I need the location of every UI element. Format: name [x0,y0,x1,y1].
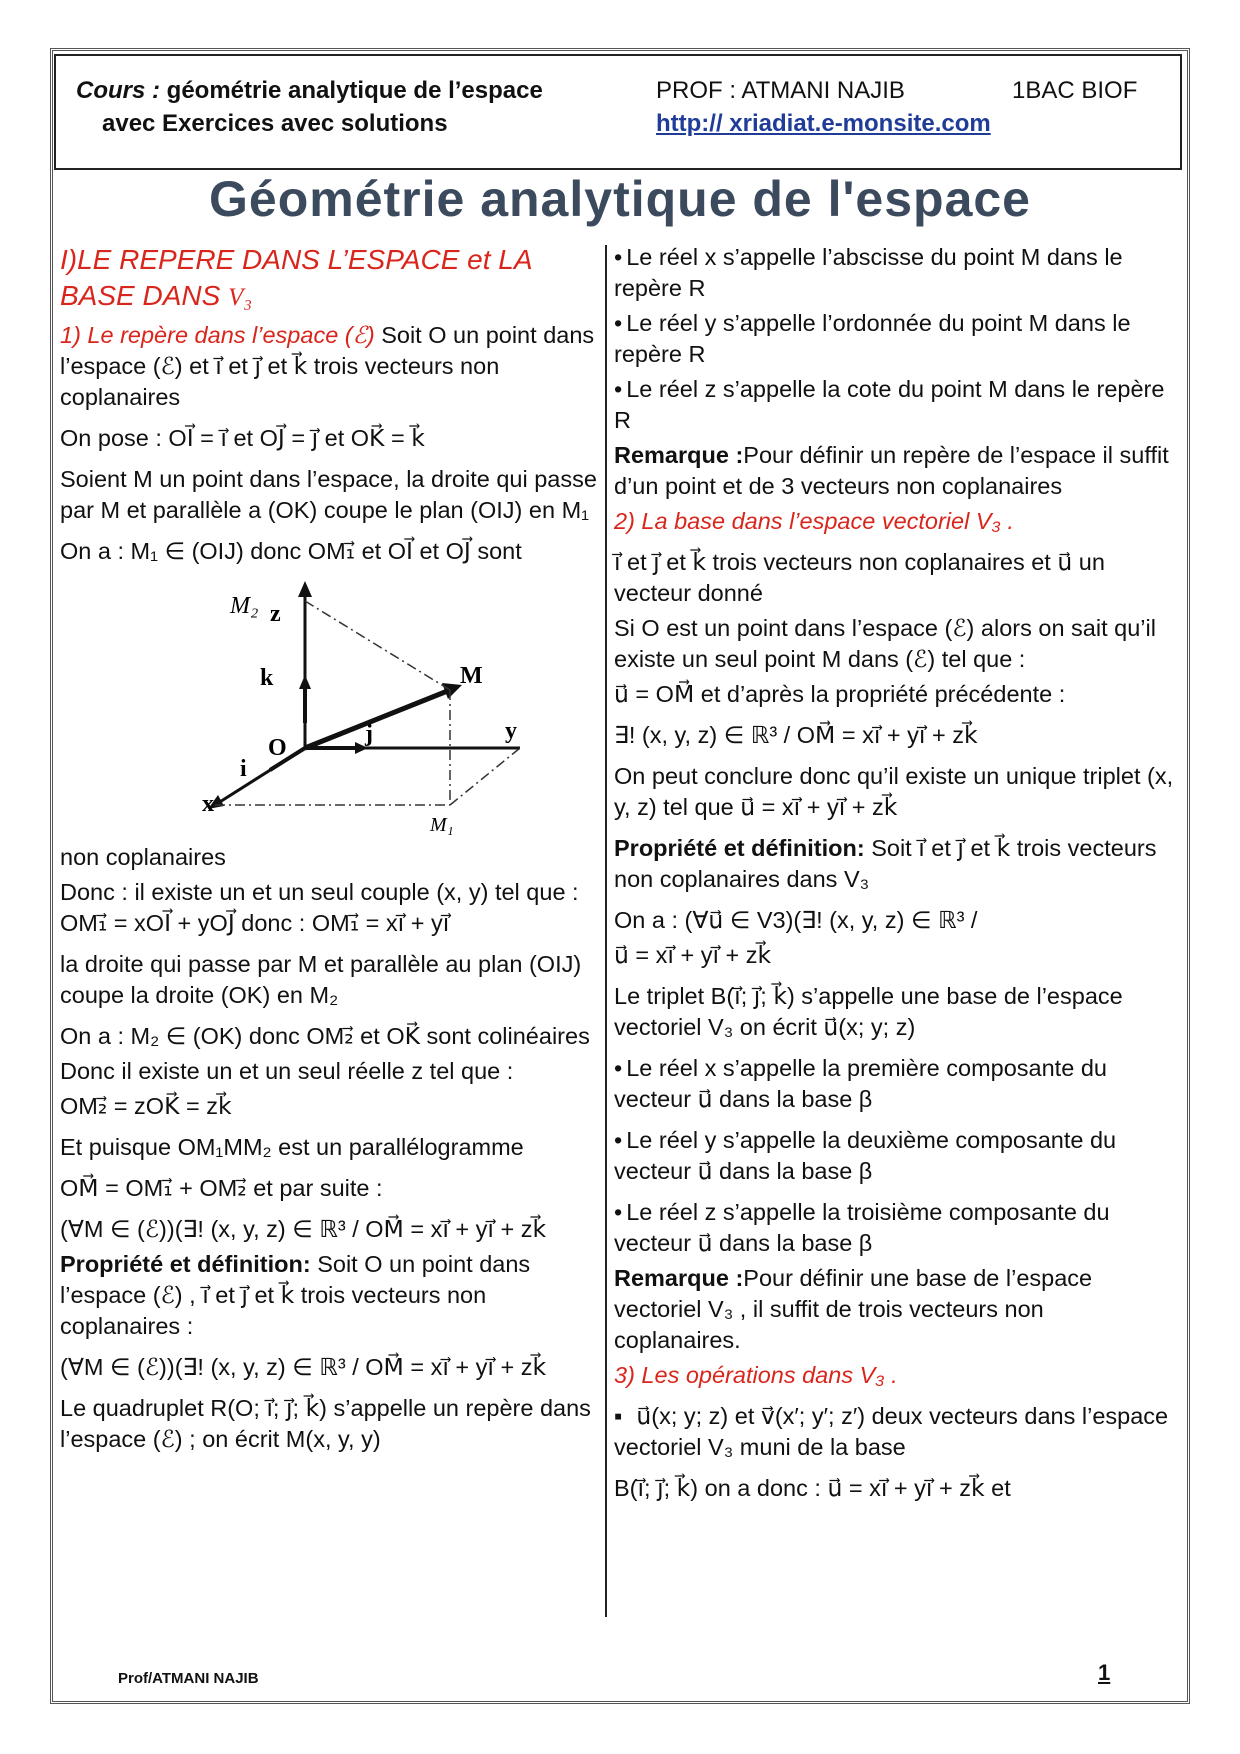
formula: u⃗ = xi⃗ + yi⃗ + zk⃗ [614,942,772,968]
formula: B(i⃗; j⃗; k⃗) on a donc : u⃗ = xi⃗ + yi⃗ + zk⃗ et [614,1475,1011,1501]
bullet-item: • Le réel z s’appelle la troisième composante du vecteur u⃗ dans la base β [614,1197,1174,1259]
paragraph: Donc : il existe un et un seul couple (x, y) tel que : OM₁⃗ = xOI⃗ + yOJ⃗ donc : OM₁⃗ = xi⃗ + yi⃗ [60,879,579,936]
section-1-title: I)LE REPERE DANS L’ESPACE et LA BASE DANS V₃ [60,244,532,311]
paragraph: la droite qui passe par M et parallèle au plan (OIJ) coupe la droite (OK) en M₂ [60,951,582,1008]
course-name: géométrie analytique de l’espace [166,77,543,104]
course-subtitle: avec Exercices avec solutions [102,110,448,137]
svg-text:i⃗: i⃗ [240,756,266,782]
bullet-item: • Le réel z s’appelle la cote du point M dans le repère R [614,374,1174,436]
class-level: 1BAC BIOF [1012,77,1138,104]
svg-text:O: O [268,735,287,761]
svg-text:k⃗: k⃗ [260,665,293,691]
bullet-item: • Le réel x s’appelle l’abscisse du point M dans le repère R [614,242,1174,304]
page-number: 1 [1098,1660,1111,1685]
bullet-item: • Le réel y s’appelle l’ordonnée du point M dans le repère R [614,308,1174,370]
paragraph: Et puisque OM₁MM₂ est un parallélogramme [60,1134,524,1160]
footer-author: Prof/ATMANI NAJIB [118,1670,259,1687]
formula: ∃! (x, y, z) ∈ ℝ³ / OM⃗ = xi⃗ + yi⃗ + zk⃗ [614,722,978,748]
left-column [60,242,600,1459]
repere-figure [120,573,520,838]
paragraph: non coplanaires [60,844,226,870]
paragraph: On a : M₂ ∈ (OK) donc OM₂⃗ et OK⃗ sont colinéaires [60,1023,590,1049]
m2-m-line [305,601,450,690]
paragraph: ▪ u⃗(x; y; z) et v⃗(x′; y′; z′) deux vecteurs dans l’espace vectoriel V₃ muni de la base [614,1401,1174,1463]
paragraph: Donc il existe un et un seul réelle z tel que : [60,1058,514,1084]
paragraph: On pose : OI⃗ = i⃗ et OJ⃗ = j⃗ et OK⃗ = k⃗ [60,425,425,451]
paragraph: 1) Le repère dans l’espace (ℰ) Soit O un point dans l’espace (ℰ) et i⃗ et j⃗ et k⃗ trois vecteurs non coplanaires [60,322,595,410]
svg-text:M₁: M₁ [430,814,454,836]
svg-text:y: y [505,718,517,744]
header-box [54,54,1182,170]
prof-name: PROF : ATMANI NAJIB [656,77,905,104]
bullet-item: • Le réel x s’appelle la première composante du vecteur u⃗ dans la base β [614,1053,1174,1115]
paragraph: i⃗ et j⃗ et k⃗ trois vecteurs non coplanaires et u⃗ un vecteur donné [614,549,1105,606]
svg-text:x: x [202,791,214,817]
subsection-3-title: 3) Les opérations dans V₃ . [614,1362,898,1388]
property-definition: Propriété et définition: Soit O un point dans l’espace (ℰ) , i⃗ et j⃗ et k⃗ trois vecteurs non coplanaires : [60,1251,531,1339]
remark: Remarque :Pour définir un repère de l’espace il suffit d’un point et de 3 vecteurs non coplanaires [614,442,1169,499]
site-link[interactable]: http:// xriadiat.e-monsite.com [656,110,991,137]
paragraph: On a : M₁ ∈ (OIJ) donc OM₁⃗ et OI⃗ et OJ⃗ sont [60,538,522,564]
property-definition: Propriété et définition: Soit i⃗ et j⃗ et k⃗ trois vecteurs non coplanaires dans V₃ [614,835,1157,892]
header-author [656,74,991,140]
remark: Remarque :Pour définir une base de l’espace vectoriel V₃ , il suffit de trois vecteurs non coplanaires. [614,1265,1093,1353]
paragraph: Le quadruplet R(O; i⃗; j⃗; k⃗) s’appelle un repère dans l’espace (ℰ) ; on écrit M(x, y, y) [60,1395,591,1452]
formula: (∀M ∈ (ℰ))(∃! (x, y, z) ∈ ℝ³ / OM⃗ = xi⃗ + yi⃗ + zk⃗ [60,1354,547,1380]
formula: (∀M ∈ (ℰ))(∃! (x, y, z) ∈ ℝ³ / OM⃗ = xi⃗ + yi⃗ + zk⃗ [60,1216,547,1242]
course-label: Cours : [76,77,160,104]
formula: OM₂⃗ = zOK⃗ = zk⃗ [60,1093,232,1119]
paragraph: Si O est un point dans l’espace (ℰ) alors on sait qu’il existe un seul point M dans (ℰ) tel que : [614,615,1156,672]
svg-text:M: M [460,663,483,689]
page-title: Géométrie analytique de l'espace [209,171,1031,227]
column-divider [605,245,607,1617]
formula: u⃗ = OM⃗ et d’après la propriété précédente : [614,681,1066,707]
paragraph: Soient M un point dans l’espace, la droite qui passe par M et parallèle a (OK) coupe le plan (OIJ) en M₁ [60,466,597,523]
svg-text:z: z [270,601,281,627]
formula: On a : (∀u⃗ ∈ V3)(∃! (x, y, z) ∈ ℝ³ / [614,907,978,933]
svg-text:M₂: M₂ [230,593,259,619]
bullet-item: • Le réel y s’appelle la deuxième composante du vecteur u⃗ dans la base β [614,1125,1174,1187]
right-column [614,242,1174,1508]
paragraph: On peut conclure donc qu’il existe un unique triplet (x, y, z) tel que u⃗ = xi⃗ + yi⃗ + zk⃗ [614,763,1174,820]
subsection-2-title: 2) La base dans l’espace vectoriel V₃ . [614,508,1014,534]
formula: OM⃗ = OM₁⃗ + OM₂⃗ et par suite : [60,1175,383,1201]
paragraph: Le triplet B(i⃗; j⃗; k⃗) s’appelle une base de l’espace vectoriel V₃ on écrit u⃗(x; y; z) [614,983,1123,1040]
svg-text:j⃗: j⃗ [365,721,392,747]
course-title [76,74,543,140]
subsection-1-title: 1) Le repère dans l’espace (ℰ) [60,322,375,348]
